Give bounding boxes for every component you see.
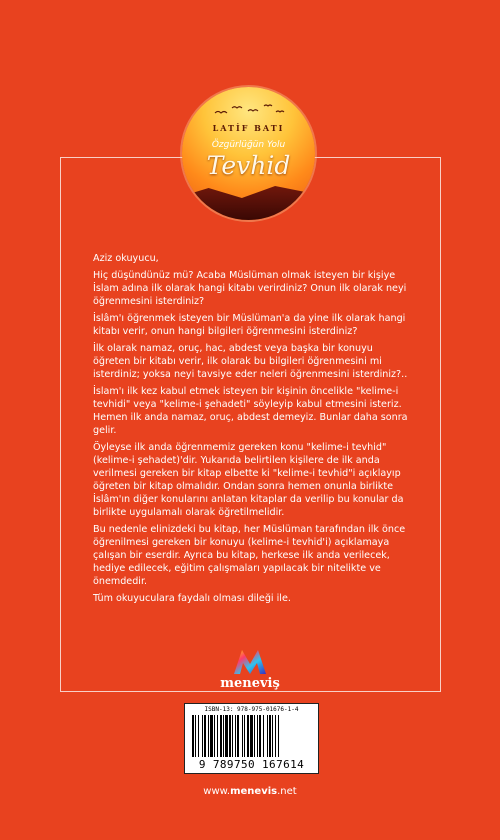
isbn-label: ISBN-13: 978-975-01676-1-4	[204, 706, 299, 713]
paragraph-closing: Tüm okuyuculara faydalı olması dileği ile.	[93, 593, 291, 604]
book-title: Tevhid	[206, 151, 291, 180]
publisher-logo	[215, 646, 285, 694]
paragraph: Bu nedenle elinizdeki bu kitap, her Müslüman tarafından ilk önce öğrenilmesi gereken bir konuyu (kelime-i tevhid'i) açıklamaya çalışan bir eserdir. Ayrıca bu kitap, herkese ilk anda verilecek, hediye edilecek, eğitim çalışmaları yapılacak bir nitelikte ve önemdedir.	[93, 524, 406, 587]
publisher-name: meneviş	[220, 676, 280, 691]
hills-silhouette	[182, 180, 315, 220]
cover-medallion	[182, 87, 315, 220]
website-prefix: www.	[203, 786, 231, 797]
book-subtitle: Özgürlüğün Yolu	[211, 140, 286, 150]
menevis-rainbow-m-icon	[232, 646, 268, 676]
back-cover-text	[93, 252, 411, 609]
paragraph: İlk olarak namaz, oruç, hac, abdest veya başka bir konuyu öğreten bir kitabı verir, ilk olarak bu bilgileri öğrenmesini mi isterdiniz; yoksa neyi tavsiye eder neleri öğrenmesini isterdiniz?..	[93, 343, 408, 380]
paragraph: Hiç düşündünüz mü? Acaba Müslüman olmak isteyen bir kişiye İslam adına ilk olarak hangi kitabı verirdiniz? Onun ilk olarak neyi öğrenmesini isterdiniz?	[93, 270, 407, 307]
barcode-digits: 9 789750 167614	[198, 758, 305, 771]
paragraph: Öyleyse ilk anda öğrenmemiz gereken konu "kelime-i tevhid" (kelime-i şehadet)'dir. Yukarıda belirtilen kişilere de ilk anda verilmesi gereken bir kitap elbette ki "kelime-i tevhid"i açıklayıp öğreten bir kitap olmalıdır. Ondan sonra hemen onunla birlikte İslâm'ın diğer konularını anlatan kitaplar da verilip bu konular da birlikte uygulamalı olarak öğretilmelidir.	[93, 442, 404, 518]
paragraph: İslâm'ı öğrenmek isteyen bir Müslüman'a da yine ilk olarak hangi kitabı verir, onun hangi bilgileri öğrenmesini isterdiniz?	[93, 313, 406, 337]
author-name: LATİF BATI	[212, 123, 285, 133]
paragraph: İslam'ı ilk kez kabul etmek isteyen bir kişinin öncelikle "kelime-i tevhidi" veya "kelime-i şehadeti" söyleyip kabul etmesini isteriz. Hemen ilk anda namaz, oruç, abdest demeyiz. Bunlar daha sonra gelir.	[93, 386, 408, 436]
website-suffix: .net	[277, 786, 297, 797]
publisher-website[interactable]	[0, 786, 500, 797]
barcode-bars	[192, 715, 311, 757]
website-brand: menevis	[230, 786, 278, 797]
flying-birds-icon	[210, 101, 290, 121]
paragraph-greeting: Aziz okuyucu,	[93, 253, 159, 264]
isbn-barcode	[184, 703, 319, 774]
